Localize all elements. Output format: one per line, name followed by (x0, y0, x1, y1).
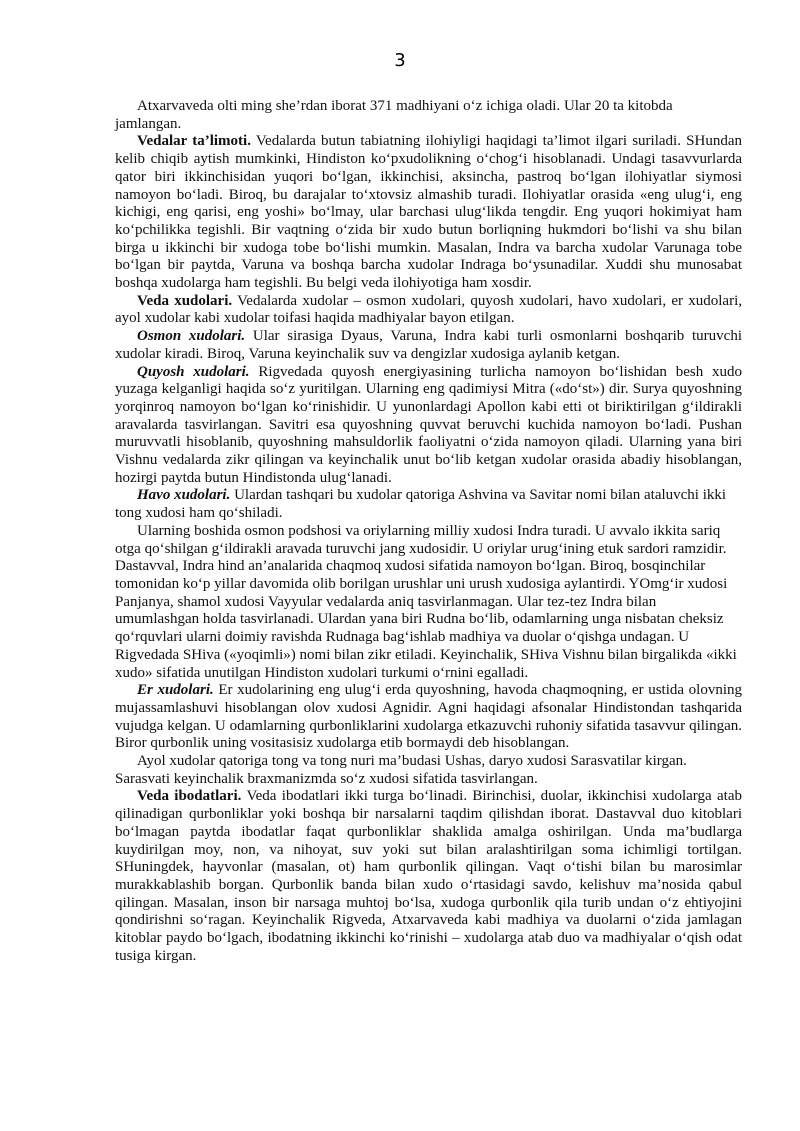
paragraph-quyosh-xudolari (115, 364, 742, 488)
section-term: Er xudolari. (137, 682, 214, 699)
paragraph-text: Ular sirasiga Dyaus, Varuna, Indra kabi turli osmonlarni boshqarib turuvchi xudolar kiradi. Biroq, Varuna keyinchalik suv va dengizlar xudosiga aylanib ketgan. (115, 328, 742, 362)
section-term: Veda ibodatlari. (137, 788, 242, 805)
section-term: Havo xudolari. (137, 487, 231, 504)
paragraph-text: Rigvedada quyosh energiyasining turlicha namoyon bo‘lishidan besh xudo yuzaga kelganligi haqida so‘z yuritilgan. Ularning eng qadimiysi Mitra («do‘st») dir. Surya quyoshning yorqinroq namoyon bo‘lgan ko‘rinishidir. U yunonlardagi Apollon kabi etti ot biriktirilgan g‘ildirakli aravalarda tasvirlangan. Savitri esa quyoshning quvvat beruvchi kuchida namoyon bo‘ladi. Pushan muruvvatli hisoblanib, quyoshning mahsuldorlik faoliyatni o‘zida namoyon qiladi. Ularning yana biri Vishnu vedalarda zikr qilingan va keyinchalik unut bo‘lib ketgan xudolar orasida abadiy hisoblangan, hozirgi paytda butun Hindistonda ulug‘lanadi. (115, 363, 742, 486)
section-term: Vedalar ta’limoti. (137, 133, 251, 150)
page-number: 3 (394, 50, 406, 71)
section-term: Veda xudolari. (137, 292, 233, 309)
paragraph-text: Ularning boshida osmon podshosi va oriylarning milliy xudosi Indra turadi. U avvalo ikkita sariq otga qo‘shilgan g‘ildirakli aravada turuvchi jang xudosidir. U oriylar urug‘ining etuk sardori ramzidir. Dastavval, Indra hind an’analarida chaqmoq xudosi sifatida namoyon bo‘lgan. Biroq, bosqinchilar tomonidan ko‘p yillar davomida olib borilgan urushlar uni urush xudosiga aylantirdi. YOmg‘ir xudosi Panjanya, shamol xudosi Vayyular vedalarda aniq tasvirlanmagan. Ular tez-tez Indra bilan umumlashgan holda tasvirlanadi. Ulardan yana biri Rudna bo‘lib, odamlarning unga nisbatan cheksiz qo‘rquvlari ularni doimiy ravishda Rudnaga bag‘ishlab madhiya va duolar o‘qishga undagan. U Rigvedada SHiva («yoqimli») nomi bilan zikr etiladi. Keyinchalik, SHiva Vishnu bilan birgalikda «ikki xudo» sifatida unutilgan Hindiston xudolari turkumi o‘rnini egalladi. (115, 522, 737, 681)
paragraph-text: Vedalarda xudolar – osmon xudolari, quyosh xudolari, havo xudolari, er xudolari, ayol xudolar kabi xudolar toifasi haqida madhiyalar bayon etilgan. (115, 292, 742, 327)
paragraph-vedalar-talimoti (115, 133, 742, 292)
paragraph-ayol-xudolar (115, 753, 742, 788)
paragraph-text: Atxarvaveda olti ming she’rdan iborat 371 madhiyani o‘z ichiga oladi. Ular 20 ta kitobda jamlangan. (115, 98, 673, 132)
paragraph-veda-xudolari (115, 293, 742, 328)
section-term: Osmon xudolari. (137, 328, 246, 345)
paragraph-indra (115, 523, 742, 682)
paragraph-osmon-xudolari (115, 328, 742, 363)
paragraph-text: Ayol xudolar qatoriga tong va tong nuri ma’budasi Ushas, daryo xudosi Sarasvatilar kirgan. Sarasvati keyinchalik braxmanizmda so‘z xudosi sifatida tasvirlangan. (115, 753, 687, 787)
paragraph-text: Veda ibodatlari ikki turga bo‘linadi. Birinchisi, duolar, ikkinchisi xudolarga atab qilinadigan qurbonliklar yoki boshqa bir narsalarni taqdim qilishdan iborat. Dastavval duo kitoblari bo‘lmagan paytda ibodatlar faqat qurbonliklar shaklida amalga oshirilgan. Unda ma’budlarga kuydirilgan moy, non, va nihoyat, suv yoki sut bilan aralashtirilgan soma ichimligi tortilgan. SHuningdek, hayvonlar (masalan, ot) ham qurbonlik qilingan. Vaqt o‘tishi bilan bu marosimlar murakkablashib borgan. Qurbonlik banda bilan xudo o‘rtasidagi savdo, kelishuv ma’nosida qabul qilingan. Masalan, inson bir narsaga muhtoj bo‘lsa, xudoga qurbonlik qila turib undan o‘z ehtiyojini qondirishni so‘ragan. Keyinchalik Rigveda, Atxarvaveda kabi madhiya va duolarni o‘zida jamlagan kitoblar paydo bo‘lgach, ibodatning ikkinchi ko‘rinishi – xudolarga atab duo va madhiyalar o‘qish odat tusiga kirgan. (115, 788, 742, 964)
paragraph-text: Vedalarda butun tabiatning ilohiyligi haqidagi ta’limot ilgari suriladi. SHundan kelib chiqib aytish mumkinki, Hindiston ko‘pxudolikning o‘chog‘i hisoblanadi. Undagi tasavvurlarda qator biri ikkinchisidan yuqori bo‘lgan, ikkinchisi, aksincha, pastroq bo‘lgan ilohiyatlar siymosi namoyon bo‘ladi. Biroq, bu darajalar to‘xtovsiz almashib turadi. Ilohiyatlar orasida «eng ulug‘i, eng kichigi, eng qarisi, eng yoshi» bo‘lmay, ular barchasi ulug‘likda tengdir. Eng yuqori hokimiyat ham ko‘pchilikka tegishli. Bir vaqtning o‘zida bir xudo butun borliqning hukmdori bo‘lishi va shu bilan birga u ikkinchi bir xudoga tobe bo‘lishi mumkin. Masalan, Indra va barcha xudolar Varunaga tobe bo‘lgan bir paytda, Varuna va boshqa barcha xudolar Indraga bo‘ysunadilar. Xuddi shu munosabat boshqa xudolarga ham tegishli. Bu belgi veda ilohiyotiga ham xosdir. (115, 133, 742, 292)
paragraph-atxarvaveda (115, 98, 742, 133)
paragraph-veda-ibodatlari (115, 788, 742, 965)
body-text (115, 98, 742, 965)
paragraph-er-xudolari (115, 682, 742, 753)
paragraph-text: Ulardan tashqari bu xudolar qatoriga Ashvina va Savitar nomi bilan ataluvchi ikki tong xudosi ham qo‘shiladi. (115, 487, 727, 522)
paragraph-text: Er xudolarining eng ulug‘i erda quyoshning, havoda chaqmoqning, er ustida olovning mujassamlashuvi hisoblangan olov xudosi Agnidir. Agni haqidagi afsonalar Hindistondan tashqarida vujudga kelgan. U odamlarning qurbonliklarini xudolarga etkazuvchi ruhoniy sifatida tasavvur qilingan. Biror qurbonlik uning vositasisiz xudolarga etib bormaydi deb hisoblangan. (115, 682, 742, 752)
section-term: Quyosh xudolari. (137, 363, 250, 380)
paragraph-havo-xudolari (115, 487, 742, 522)
